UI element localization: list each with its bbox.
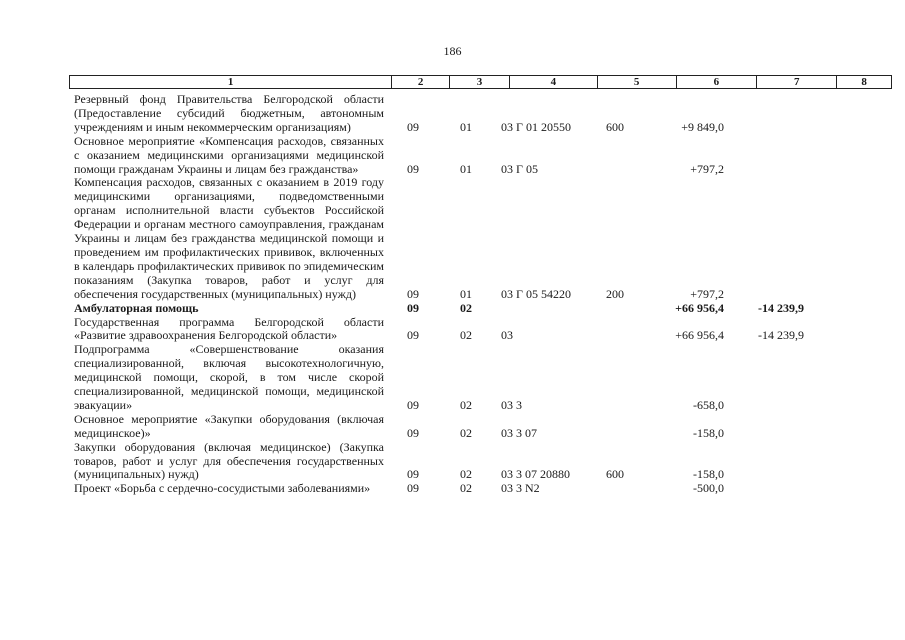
table-header-row [69, 75, 892, 89]
cell-section: 09 [407, 467, 419, 482]
cell-expense-type: 600 [606, 119, 624, 134]
cell-expense-type: 600 [606, 467, 624, 482]
cell-amount: +797,2 [690, 286, 724, 301]
row-description: Закупки оборудования (включая медицинское) (Закупка товаров, работ и услуг для обеспечения государственных (муниципальных) нужд) [74, 439, 384, 482]
table-row [74, 413, 834, 441]
row-description: Подпрограмма «Совершенствование оказания специализированной, включая высокотехнологичную, медицинской помощи, скорой, в том числе скорой специализированной, медицинской помощи, медицинской эвакуации» [74, 342, 384, 412]
cell-subsection: 02 [460, 397, 472, 412]
table-body [74, 93, 834, 496]
cell-subsection: 02 [460, 425, 472, 440]
cell-amount: +66 956,4 [675, 328, 724, 343]
row-description: Проект «Борьба с сердечно-сосудистыми заболеваниями» [74, 481, 371, 496]
cell-target-article: 03 Г 05 [501, 161, 538, 176]
row-description: Государственная программа Белгородской области «Развитие здравоохранения Белгородской области» [74, 314, 384, 343]
cell-subsection: 02 [460, 467, 472, 482]
cell-amount: +797,2 [690, 161, 724, 176]
header-col-7: 7 [757, 76, 837, 88]
page-number: 186 [443, 44, 462, 58]
cell-section: 09 [407, 119, 419, 134]
row-description: Компенсация расходов, связанных с оказанием в 2019 году медицинскими организациями, подведомственными органам исполнительной власти субъектов Российской Федерации и органам местного самоуправления, гражданам Украины и лицам без гражданства медицинской помощи и проведением им профилактических прививок, включенных в календарь профилактических прививок по эпидемическим показаниям (Закупка товаров, работ и услуг для обеспечения государственных (муниципальных) нужд) [74, 175, 384, 301]
header-col-1: 1 [70, 76, 392, 88]
cell-subsection: 01 [460, 286, 472, 301]
header-col-4: 4 [510, 76, 598, 88]
cell-subsection: 02 [460, 328, 472, 343]
header-col-5: 5 [598, 76, 677, 88]
cell-target-article: 03 [501, 328, 513, 343]
header-col-3: 3 [450, 76, 510, 88]
table-row [74, 135, 834, 177]
table-row [74, 482, 834, 496]
cell-target-article: 03 3 N2 [501, 481, 540, 496]
cell-subsection: 01 [460, 119, 472, 134]
table-row [74, 316, 834, 344]
cell-amount: -158,0 [693, 467, 724, 482]
table-row [74, 441, 834, 483]
table-row [74, 343, 834, 413]
row-description: Амбулаторная помощь [74, 300, 199, 315]
cell-subsection: 02 [460, 300, 472, 315]
cell-amount: -158,0 [693, 425, 724, 440]
cell-section: 09 [407, 328, 419, 343]
table-row [74, 302, 834, 316]
cell-target-article: 03 3 07 [501, 425, 537, 440]
table-row [74, 176, 834, 301]
cell-target-article: 03 3 [501, 397, 522, 412]
header-col-6: 6 [677, 76, 758, 88]
cell-amount-2: -14 239,9 [758, 328, 804, 343]
header-col-2: 2 [392, 76, 450, 88]
table-row [74, 93, 834, 135]
cell-target-article: 03 Г 01 20550 [501, 119, 571, 134]
cell-section: 09 [407, 161, 419, 176]
cell-section: 09 [407, 425, 419, 440]
cell-amount: -500,0 [693, 481, 724, 496]
cell-subsection: 01 [460, 161, 472, 176]
cell-section: 09 [407, 286, 419, 301]
cell-target-article: 03 3 07 20880 [501, 467, 570, 482]
cell-section: 09 [407, 300, 419, 315]
cell-subsection: 02 [460, 481, 472, 496]
cell-amount: +66 956,4 [675, 300, 724, 315]
cell-amount-2: -14 239,9 [758, 300, 804, 315]
header-col-8: 8 [861, 76, 867, 88]
cell-section: 09 [407, 481, 419, 496]
row-description: Основное мероприятие «Компенсация расходов, связанных с оказанием медицинскими организациями медицинской помощи гражданам Украины и лицам без гражданства» [74, 133, 384, 176]
row-description: Основное мероприятие «Закупки оборудования (включая медицинское)» [74, 411, 384, 440]
cell-section: 09 [407, 397, 419, 412]
cell-amount: +9 849,0 [681, 119, 724, 134]
cell-expense-type: 200 [606, 286, 624, 301]
cell-target-article: 03 Г 05 54220 [501, 286, 571, 301]
row-description: Резервный фонд Правительства Белгородской области (Предоставление субсидий бюджетным, автономным учреждениям и иным некоммерческим организациям) [74, 92, 384, 134]
cell-amount: -658,0 [693, 397, 724, 412]
